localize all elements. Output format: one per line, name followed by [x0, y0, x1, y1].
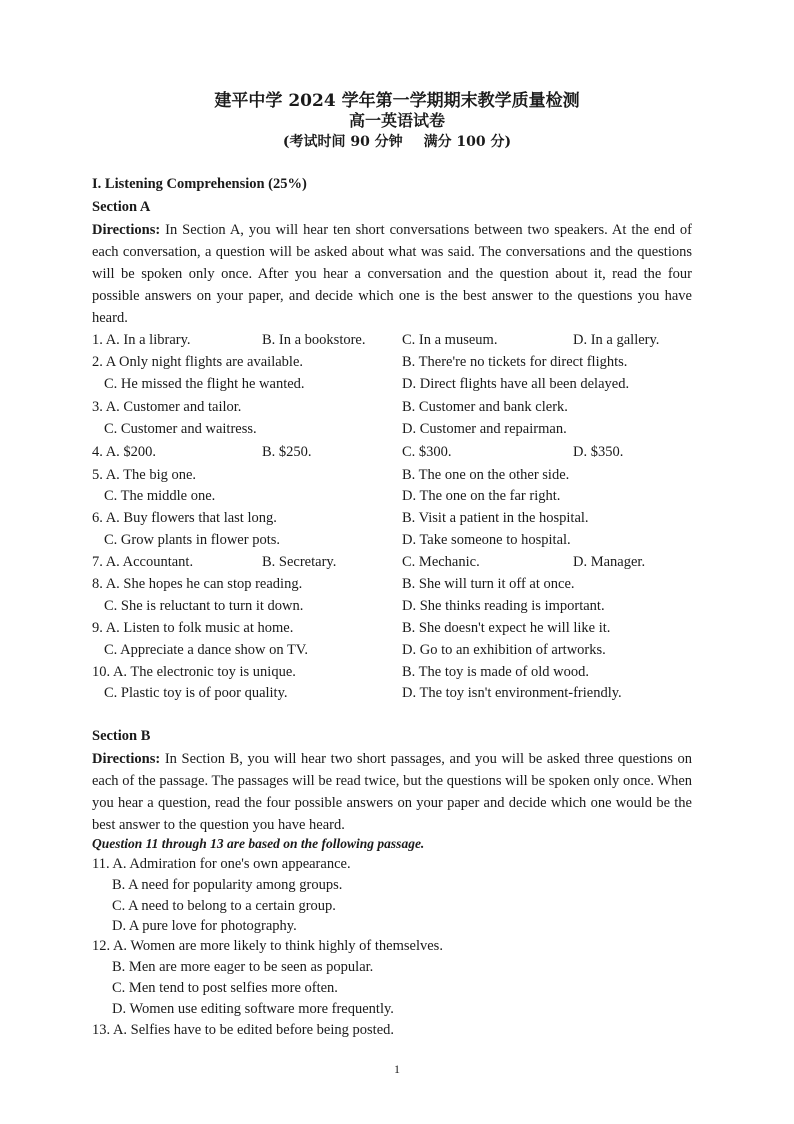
option-d: D. Women use editing software more frequently.	[112, 1001, 394, 1017]
option-c: C. $300.	[402, 444, 452, 460]
option-a: 13. A. Selfies have to be edited before being posted.	[92, 1022, 395, 1038]
option-d: D. Customer and repairman.	[402, 421, 567, 437]
question-5	[92, 467, 712, 489]
option-b: B. The toy is made of old wood.	[402, 664, 590, 680]
option-b: B. She doesn't expect he will like it.	[402, 620, 611, 636]
option-d: D. Direct flights have all been delayed.	[402, 376, 630, 392]
option-c: C. Mechanic.	[402, 554, 480, 570]
option-a: 5. A. The big one.	[92, 467, 197, 483]
section-a-directions	[92, 219, 692, 329]
option-d: D. Manager.	[573, 554, 646, 570]
option-d: D. In a gallery.	[573, 332, 660, 348]
question-2-cd	[92, 376, 712, 398]
option-c: C. A need to belong to a certain group.	[112, 898, 336, 914]
option-d: D. The one on the far right.	[402, 488, 561, 504]
directions-label: Directions:	[92, 751, 161, 767]
option-a: 1. A. In a library.	[92, 332, 191, 348]
option-c: C. In a museum.	[402, 332, 498, 348]
option-b: B. In a bookstore.	[262, 332, 366, 348]
question-12-c	[92, 980, 712, 1002]
exam-info	[0, 131, 794, 151]
section-b-heading: Section B	[92, 728, 151, 744]
option-a: 11. A. Admiration for one's own appearance.	[92, 856, 351, 872]
question-12-d	[92, 1001, 712, 1023]
passage-intro: Question 11 through 13 are based on the following passage.	[92, 836, 425, 851]
question-8-cd	[92, 598, 712, 620]
option-b: B. $250.	[262, 444, 312, 460]
option-c: C. He missed the flight he wanted.	[104, 376, 305, 392]
option-a: 12. A. Women are more likely to think highly of themselves.	[92, 938, 443, 954]
option-c: C. Appreciate a dance show on TV.	[104, 642, 309, 658]
exam-time: (考试时间 90 分钟	[282, 134, 403, 150]
option-c: C. Men tend to post selfies more often.	[112, 980, 338, 996]
question-6-cd	[92, 532, 712, 554]
section-a-heading: Section A	[92, 199, 151, 215]
option-b: B. There're no tickets for direct flights.	[402, 354, 628, 370]
question-5-cd	[92, 488, 712, 510]
option-b: B. Secretary.	[262, 554, 337, 570]
section-b-directions	[92, 748, 692, 836]
option-d: D. The toy isn't environment-friendly.	[402, 685, 622, 701]
directions-text: In Section A, you will hear ten short conversations between two speakers. At the end of each conversation, a question will be asked about what was said. The conversations and the questions will be spoken only once. After you hear a conversation and the question about it, read the four possible answers on your paper, and decide which one is the best answer to the questions you have heard.	[92, 222, 692, 326]
question-2	[92, 354, 712, 376]
directions-label: Directions:	[92, 222, 161, 238]
option-d: D. Take someone to hospital.	[402, 532, 571, 548]
option-d: D. A pure love for photography.	[112, 918, 297, 934]
question-11	[92, 856, 712, 878]
option-b: B. The one on the other side.	[402, 467, 570, 483]
option-c: C. She is reluctant to turn it down.	[104, 598, 304, 614]
option-a: 6. A. Buy flowers that last long.	[92, 510, 277, 526]
question-8	[92, 576, 712, 598]
question-13	[92, 1022, 712, 1044]
option-b: B. She will turn it off at once.	[402, 576, 575, 592]
question-11-b	[92, 877, 712, 899]
option-c: C. The middle one.	[104, 488, 216, 504]
part1-heading: I. Listening Comprehension (25%)	[92, 176, 307, 192]
option-a: 10. A. The electronic toy is unique.	[92, 664, 296, 680]
question-10-cd	[92, 685, 712, 707]
option-c: C. Customer and waitress.	[104, 421, 257, 437]
option-a: 2. A Only night flights are available.	[92, 354, 304, 370]
question-9-cd	[92, 642, 712, 664]
question-11-c	[92, 898, 712, 920]
option-a: 3. A. Customer and tailor.	[92, 399, 242, 415]
question-3-cd	[92, 421, 712, 443]
option-b: B. A need for popularity among groups.	[112, 877, 343, 893]
option-a: 9. A. Listen to folk music at home.	[92, 620, 294, 636]
option-d: D. Go to an exhibition of artworks.	[402, 642, 606, 658]
option-c: C. Grow plants in flower pots.	[104, 532, 280, 548]
option-a: 4. A. $200.	[92, 444, 157, 460]
exam-score: 满分 100 分)	[423, 134, 512, 150]
page-number: 1	[394, 1062, 400, 1076]
directions-text: In Section B, you will hear two short passages, and you will be asked three questions on each of the passage. The passages will be read twice, but the questions will be spoken only once. When you hear a question, read the four possible answers on your paper and decide which one would be the best answer to the question you have heard.	[92, 751, 692, 833]
option-a: 7. A. Accountant.	[92, 554, 194, 570]
question-12-b	[92, 959, 712, 981]
option-a: 8. A. She hopes he can stop reading.	[92, 576, 303, 592]
question-4	[92, 444, 712, 466]
option-d: D. $350.	[573, 444, 624, 460]
question-10	[92, 664, 712, 686]
question-9	[92, 620, 712, 642]
option-b: B. Men are more eager to be seen as popular.	[112, 959, 374, 975]
question-3	[92, 399, 712, 421]
question-7	[92, 554, 712, 576]
option-d: D. She thinks reading is important.	[402, 598, 605, 614]
exam-title: 建平中学 2024 学年第一学期期末教学质量检测	[214, 91, 580, 111]
question-1	[92, 332, 712, 354]
question-6	[92, 510, 712, 532]
option-b: B. Customer and bank clerk.	[402, 399, 568, 415]
question-11-d	[92, 918, 712, 940]
question-12	[92, 938, 712, 960]
exam-subtitle: 高一英语试卷	[348, 111, 445, 130]
option-c: C. Plastic toy is of poor quality.	[104, 685, 288, 701]
option-b: B. Visit a patient in the hospital.	[402, 510, 589, 526]
